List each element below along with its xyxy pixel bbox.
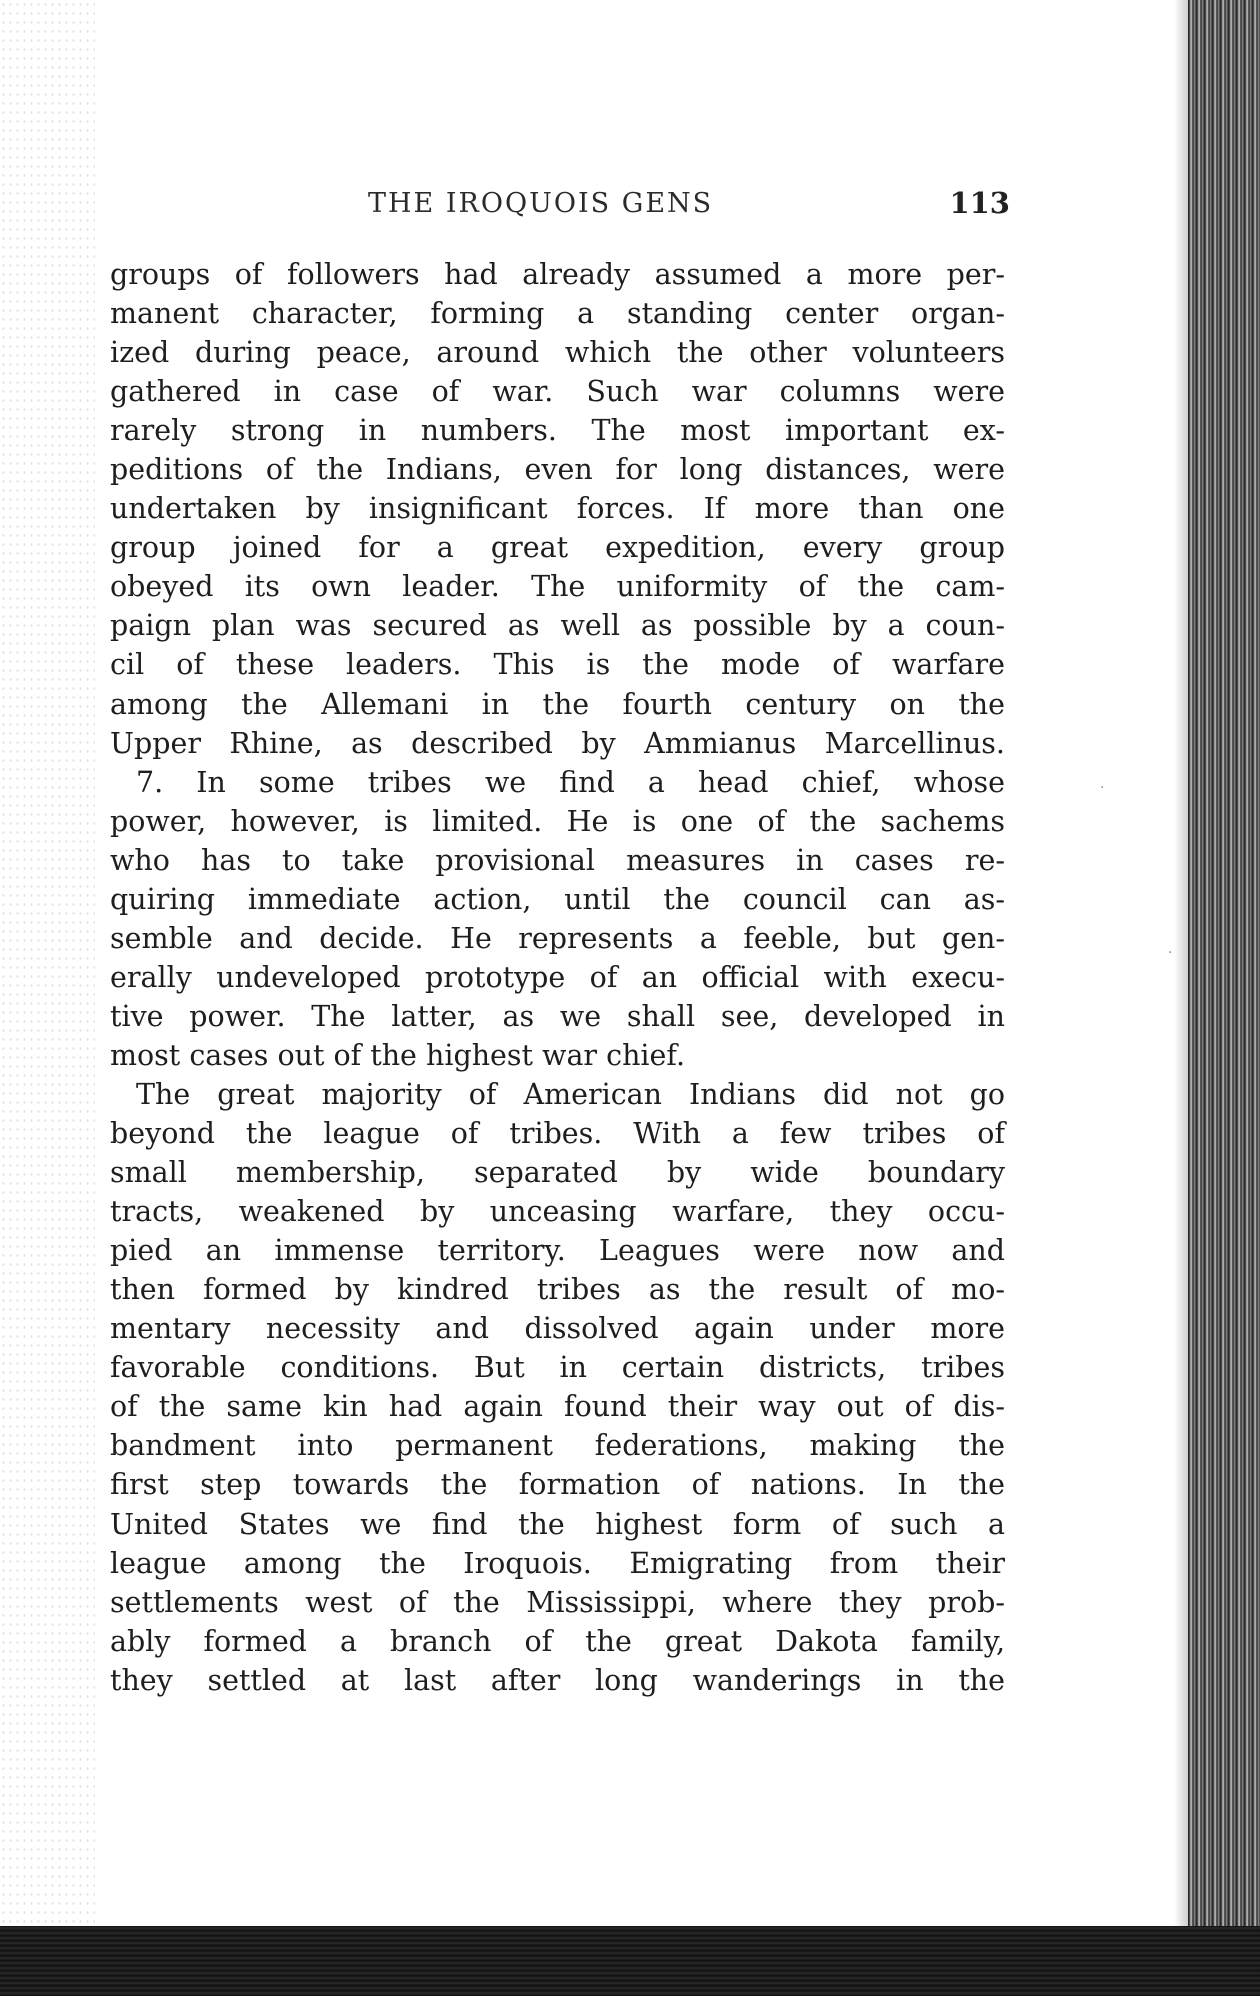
running-head: THE IROQUOIS GENS [368, 188, 714, 219]
text-line: pied an immense territory. Leagues were now and [110, 1234, 1005, 1268]
text-line: among the Allemani in the fourth century on the [110, 687, 1005, 721]
text-line: peditions of the Indians, even for long distances, were [110, 453, 1005, 487]
page-header [110, 188, 1010, 228]
text-line: tracts, weakened by unceasing warfare, they occu- [110, 1195, 1005, 1229]
text-line: league among the Iroquois. Emigrating from their [110, 1546, 1005, 1580]
text-line: United States we find the highest form of such a [110, 1507, 1005, 1541]
text-line: ably formed a branch of the great Dakota family, [110, 1624, 1005, 1658]
text-line: manent character, forming a standing center organ- [110, 297, 1005, 331]
text-line: group joined for a great expedition, every group [110, 531, 1005, 565]
text-line: most cases out of the highest war chief. [110, 1038, 686, 1072]
text-line: gathered in case of war. Such war columns were [110, 375, 1005, 409]
text-line: who has to take provisional measures in cases re- [110, 843, 1005, 877]
text-line: ized during peace, around which the other volunteers [110, 336, 1005, 370]
text-line: obeyed its own leader. The uniformity of the cam- [110, 570, 1005, 604]
text-line: 7. In some tribes we find a head chief, whose [136, 765, 1005, 799]
text-line: rarely strong in numbers. The most important ex- [110, 414, 1005, 448]
text-line: settlements west of the Mississippi, where they prob- [110, 1585, 1005, 1619]
text-line: groups of followers had already assumed a more per- [110, 258, 1005, 291]
text-line: undertaken by insignificant forces. If more than one [110, 492, 1005, 526]
text-line: semble and decide. He represents a feeble, but gen- [110, 921, 1005, 955]
page-gutter-shadow [1174, 0, 1188, 1996]
margin-smudge: · [1168, 945, 1173, 961]
text-line: they settled at last after long wanderings in the [110, 1663, 1005, 1697]
text-line: paign plan was secured as well as possible by a coun- [110, 609, 1005, 643]
text-line: cil of these leaders. This is the mode of warfare [110, 648, 1005, 682]
text-line: quiring immediate action, until the council can as- [110, 882, 1005, 916]
text-line: tive power. The latter, as we shall see, developed in [110, 999, 1005, 1033]
text-line: favorable conditions. But in certain districts, tribes [110, 1351, 1005, 1385]
page-number: 113 [949, 186, 1010, 220]
text-line: bandment into permanent federations, making the [110, 1429, 1005, 1463]
book-edge-right [1188, 0, 1260, 1996]
text-line: first step towards the formation of nations. In the [110, 1468, 1005, 1502]
text-line: beyond the league of tribes. With a few tribes of [110, 1117, 1005, 1151]
text-line: small membership, separated by wide boundary [110, 1156, 1005, 1190]
text-line: erally undeveloped prototype of an official with execu- [110, 960, 1005, 994]
text-line: of the same kin had again found their way out of dis- [110, 1390, 1005, 1424]
text-line: The great majority of American Indians did not go [136, 1077, 1005, 1111]
text-line: mentary necessity and dissolved again under more [110, 1312, 1005, 1346]
text-line: power, however, is limited. He is one of the sachems [110, 804, 1005, 838]
body-text [110, 255, 1005, 1700]
paper-speckle [0, 0, 95, 1996]
margin-smudge: · [1100, 780, 1105, 796]
text-line: then formed by kindred tribes as the result of mo- [110, 1273, 1005, 1307]
text-line: Upper Rhine, as described by Ammianus Marcellinus. [110, 726, 1005, 760]
book-edge-bottom [0, 1926, 1260, 1996]
